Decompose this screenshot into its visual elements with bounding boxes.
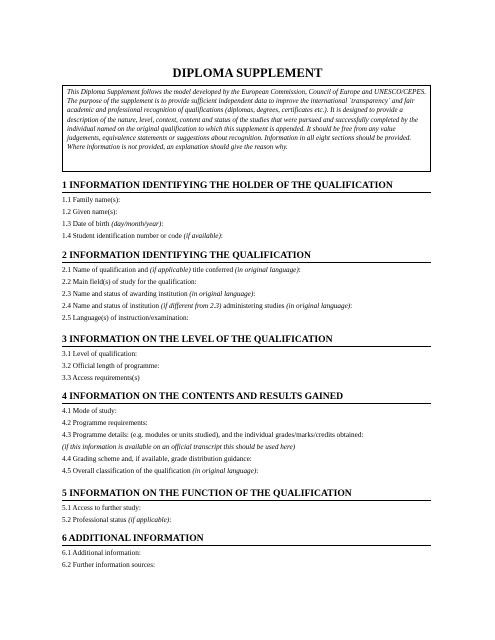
field-label: : — [350, 301, 353, 310]
field-item — [62, 301, 442, 313]
page-title: DIPLOMA SUPPLEMENT — [172, 66, 323, 80]
field-label: 2.1 Name of qualification and — [62, 266, 150, 274]
field-label: 3.3 Access requirements(s) — [62, 373, 140, 382]
section-5 — [62, 488, 442, 527]
field-note: (if available) — [183, 231, 221, 240]
field-note: (if different from 2.3) — [160, 301, 222, 310]
section-2 — [62, 250, 442, 325]
field-label: 5.2 Professional status — [62, 515, 129, 524]
field-item — [62, 418, 442, 430]
field-label: : — [298, 266, 301, 274]
section-6 — [62, 533, 442, 572]
section-heading: 5 INFORMATION ON THE FUNCTION OF THE QUALIFICATION — [62, 488, 431, 501]
field-item — [62, 466, 442, 478]
intro-box: This Diploma Supplement follows the model developed by the European Commission, Council of Europe and UNESCO/CEPES. The purpose of the supplement is to provide sufficient independent data to improve the international `transparency` and fair academic and professional recognition of qualifications (diplomas, degrees, certificates etc.). It is designed to provide a description of the nature, level, context, content and status of the studies that were pursued and successfully completed by the individual named on the original qualification to which this supplement is appended. It should be free from any value judgements, equivalence statements or suggestions about recognition. Information in all eight sections should be provided. Where information is not provided, an explanation should give the reason why. — [62, 85, 431, 172]
section-heading: 3 INFORMATION ON THE LEVEL OF THE QUALIFICATION — [62, 334, 431, 347]
field-item — [62, 361, 442, 373]
field-item — [62, 313, 442, 325]
field-item — [62, 231, 442, 243]
section-1 — [62, 180, 442, 243]
section-heading: 2 INFORMATION IDENTIFYING THE QUALIFICATION — [62, 250, 431, 263]
field-label: : — [253, 289, 256, 298]
field-item — [62, 442, 442, 454]
field-label: 4.4 Grading scheme and, if available, grade distribution guidance: — [62, 454, 252, 463]
field-label: 2.4 Name and status of institution — [62, 301, 161, 310]
field-item — [62, 289, 442, 301]
section-heading: 4 INFORMATION ON THE CONTENTS AND RESULTS GAINED — [62, 391, 431, 404]
field-label: 4.5 Overall classification of the qualification — [62, 466, 193, 475]
section-heading: 1 INFORMATION IDENTIFYING THE HOLDER OF THE QUALIFICATION — [62, 180, 431, 193]
field-label: 4.1 Mode of study: — [62, 407, 117, 415]
field-note: (if applicable) — [149, 266, 191, 274]
field-item — [62, 548, 442, 560]
field-label: : — [161, 219, 164, 228]
field-label: 4.3 Programme details: (e.g. modules or units studied), and the individual grades/marks/credits obtained: — [62, 430, 364, 439]
field-label: title conferred — [190, 266, 235, 274]
field-item — [62, 349, 442, 361]
field-item — [62, 195, 442, 207]
field-label: 3.2 Official length of programme: — [62, 361, 160, 370]
field-label: 1.2 Given name(s): — [62, 207, 118, 216]
field-note: (in original language) — [286, 301, 351, 310]
field-label: 2.5 Language(s) of instruction/examination: — [62, 313, 189, 322]
field-item — [62, 454, 442, 466]
field-label: 5.1 Access to further study: — [62, 504, 141, 512]
field-label: : — [169, 515, 172, 524]
field-label: 2.3 Name and status of awarding institution — [62, 289, 190, 298]
field-label: : — [220, 231, 223, 240]
field-label: 6.2 Further information sources: — [62, 560, 156, 569]
field-item — [62, 219, 442, 231]
field-note: (if applicable) — [128, 515, 170, 524]
section-heading: 6 ADDITIONAL INFORMATION — [62, 533, 431, 546]
field-label: 1.4 Student identification number or code — [62, 231, 184, 240]
field-item — [62, 373, 442, 385]
field-note: (in original language) — [234, 266, 299, 274]
field-item — [62, 560, 442, 572]
field-item — [62, 515, 442, 527]
field-label: 1.3 Date of birth — [62, 219, 112, 228]
field-item — [62, 207, 442, 219]
field-note: (day/month/year) — [111, 219, 162, 228]
field-item — [62, 503, 442, 515]
field-note: (if this information is available on an official transcript this should be used here) — [62, 442, 296, 451]
field-note: (in original language) — [192, 466, 257, 475]
field-label: 4.2 Programme requirements: — [62, 418, 148, 427]
field-item — [62, 430, 442, 442]
field-note: (in original language) — [189, 289, 254, 298]
field-item — [62, 277, 442, 289]
field-label: 1.1 Family name(s): — [62, 196, 121, 204]
field-label: : — [256, 466, 259, 475]
section-4 — [62, 391, 442, 477]
section-3 — [62, 334, 442, 385]
field-label: 3.1 Level of qualification: — [62, 350, 138, 358]
field-item — [62, 406, 442, 418]
field-label: 6.1 Additional information: — [62, 549, 141, 557]
field-item — [62, 265, 442, 277]
field-label: administering studies — [221, 301, 287, 310]
field-label: 2.2 Main field(s) of study for the qualification: — [62, 277, 197, 286]
